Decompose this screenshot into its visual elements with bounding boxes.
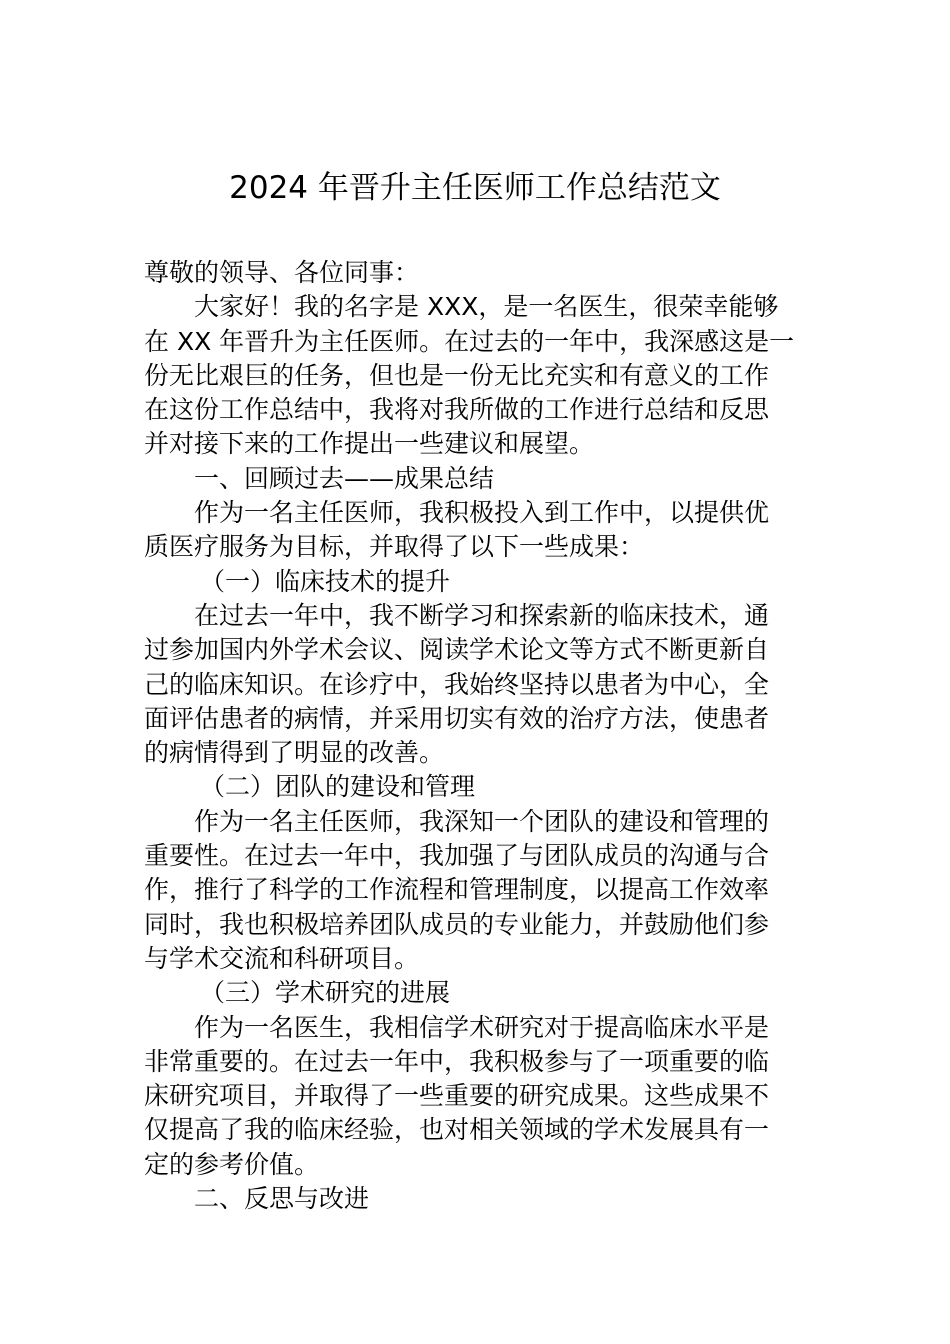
paragraph-line: 同时，我也积极培养团队成员的专业能力，并鼓励他们参 bbox=[144, 909, 770, 939]
paragraph-line: 大家好！我的名字是 XXX，是一名医生，很荣幸能够 bbox=[194, 292, 779, 322]
subsection-heading: （一）临床技术的提升 bbox=[200, 566, 451, 596]
paragraph-line: 作为一名主任医师，我深知一个团队的建设和管理的 bbox=[194, 806, 770, 836]
paragraph-line: 与学术交流和科研项目。 bbox=[144, 943, 420, 973]
salutation: 尊敬的领导、各位同事： bbox=[144, 258, 420, 287]
subsection-heading: （二）团队的建设和管理 bbox=[200, 772, 476, 802]
document-title: 2024 年晋升主任医师工作总结范文 bbox=[229, 170, 721, 206]
paragraph-line: 己的临床知识。在诊疗中，我始终坚持以患者为中心，全 bbox=[144, 669, 770, 699]
paragraph-line: 作，推行了科学的工作流程和管理制度，以提高工作效率 bbox=[144, 875, 770, 905]
paragraph-line: 的病情得到了明显的改善。 bbox=[144, 738, 445, 768]
paragraph-line: 在过去一年中，我不断学习和探索新的临床技术，通 bbox=[194, 600, 770, 630]
paragraph-line: 质医疗服务为目标，并取得了以下一些成果： bbox=[144, 532, 645, 562]
subsection-heading: （三）学术研究的进展 bbox=[200, 978, 451, 1008]
paragraph-line: 作为一名医生，我相信学术研究对于提高临床水平是 bbox=[194, 1012, 770, 1042]
paragraph-line: 在 XX 年晋升为主任医师。在过去的一年中，我深感这是一 bbox=[144, 326, 795, 356]
document-body bbox=[144, 256, 808, 1216]
paragraph-line: 定的参考价值。 bbox=[144, 1149, 320, 1179]
paragraph-line: 过参加国内外学术会议、阅读学术论文等方式不断更新自 bbox=[144, 635, 770, 665]
paragraph-line: 份无比艰巨的任务，但也是一份无比充实和有意义的工作 bbox=[144, 360, 770, 390]
paragraph-line: 面评估患者的病情，并采用切实有效的治疗方法，使患者 bbox=[144, 703, 770, 733]
paragraph-line: 并对接下来的工作提出一些建议和展望。 bbox=[144, 429, 595, 459]
section-heading: 一、回顾过去——成果总结 bbox=[194, 463, 495, 493]
paragraph-line: 重要性。在过去一年中，我加强了与团队成员的沟通与合 bbox=[144, 841, 770, 871]
paragraph-line: 非常重要的。在过去一年中，我积极参与了一项重要的临 bbox=[144, 1046, 770, 1076]
paragraph-line: 在这份工作总结中，我将对我所做的工作进行总结和反思 bbox=[144, 395, 770, 425]
section-heading: 二、反思与改进 bbox=[194, 1184, 370, 1214]
paragraph-line: 作为一名主任医师，我积极投入到工作中，以提供优 bbox=[194, 498, 770, 528]
paragraph-line: 床研究项目，并取得了一些重要的研究成果。这些成果不 bbox=[144, 1081, 770, 1111]
paragraph-line: 仅提高了我的临床经验，也对相关领域的学术发展具有一 bbox=[144, 1115, 770, 1145]
